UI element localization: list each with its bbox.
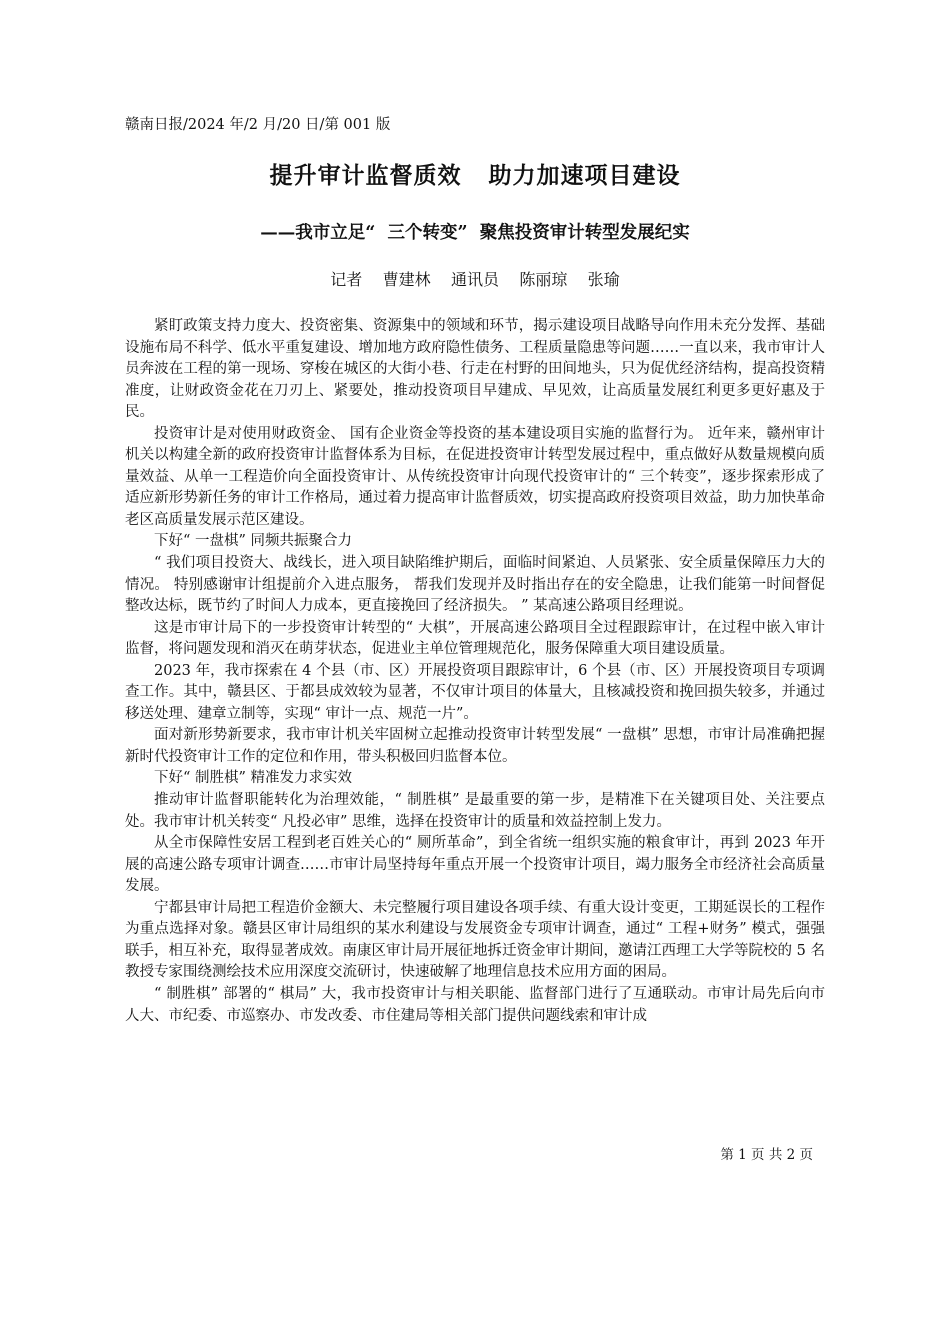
section-heading: 下好“ 制胜棋” 精准发力求实效 <box>154 770 353 787</box>
paragraph: 面对新形势新要求，我市审计机关牢固树立起推动投资审计转型发展“ 一盘棋” 思想，市审计局准确把握新时代投资审计工作的定位和作用，带头积极回归监督本位。 <box>125 727 825 765</box>
paragraph: 投资审计是对使用财政资金、 国有企业资金等投资的基本建设项目实施的监督行为。 近年来，赣州审计机关以构建全新的政府投资审计监督体系为目标，在促进投资审计转型发展过程中，重点做好从数量规模向质量效益、从单一工程造价向全面投资审计、从传统投资审计向现代投资审计的“ 三个转变”，逐步探索形成了适应新形势新任务的审计工作格局，通过着力提高审计监督质效，切实提高政府投资项目效益，助力加快革命老区高质量发展示范区建设。 <box>125 425 825 528</box>
article-subtitle: ——我市立足“ 三个转变” 聚焦投资审计转型发展纪实 <box>260 223 690 243</box>
paragraph: 紧盯政策支持力度大、投资密集、资源集中的领域和环节，揭示建设项目战略导向作用未充分发挥、基础设施布局不科学、低水平重复建设、增加地方政府隐性债务、工程质量隐患等问题……一直以来，我市审计人员奔波在工程的第一现场、穿梭在城区的大街小巷、行走在村野的田间地头，只为促优经济结构，提高投资精准度，让财政资金花在刀刃上、紧要处，推动投资项目早建成、早见效，让高质量发展红利更多更好惠及于民。 <box>125 318 825 421</box>
byline: 记者 曹建林 通讯员 陈丽琼 张瑜 <box>330 270 620 289</box>
section-heading: 下好“ 一盘棋” 同频共振聚合力 <box>154 533 353 550</box>
article-title: 提升审计监督质效 助力加速项目建设 <box>269 162 681 189</box>
paragraph: 宁都县审计局把工程造价金额大、未完整履行项目建设各项手续、有重大设计变更，工期延误长的工程作为重点选择对象。赣县区审计局组织的某水利建设与发展资金专项审计调查，通过“ 工程+财务” 模式，强强联手，相互补充，取得显著成效。南康区审计局开展征地拆迁资金审计期间，邀请江西理工大学等院校的 5 名教授专家围绕测绘技术应用深度交流研讨，快速破解了地理信息技术应用方面的困局。 <box>125 899 825 981</box>
paragraph: 从全市保障性安居工程到老百姓关心的“ 厕所革命”，到全省统一组织实施的粮食审计，再到 2023 年开展的高速公路专项审计调查……市审计局坚持每年重点开展一个投资审计项目，竭力服务全市经济社会高质量发展。 <box>125 835 825 895</box>
paragraph: “ 我们项目投资大、战线长，进入项目缺陷维护期后，面临时间紧迫、人员紧张、安全质量保障压力大的情况。 特别感谢审计组提前介入进点服务， 帮我们发现并及时指出存在的安全隐患，让我们能第一时间督促整改达标，既节约了时间人力成本，更直接挽回了经济损失。 ” 某高速公路项目经理说。 <box>125 555 825 615</box>
paragraph: 这是市审计局下的一步投资审计转型的“ 大棋”，开展高速公路项目全过程跟踪审计，在过程中嵌入审计监督，将问题发现和消灭在萌芽状态，促进业主单位管理规范化，服务保障重大项目建设质量。 <box>125 619 825 658</box>
article-body <box>125 316 825 1027</box>
paragraph: 推动审计监督职能转化为治理效能，“ 制胜棋” 是最重要的第一步，是精准下在关键项目处、关注要点处。我市审计机关转变“ 凡投必审” 思维，选择在投资审计的质量和效益控制上发力。 <box>125 792 825 830</box>
paragraph: 2023 年，我市探索在 4 个县（市、区）开展投资项目跟踪审计，6 个县（市、区）开展投资项目专项调查工作。其中，赣县区、于都县成效较为显著，不仅审计项目的体量大，且核减投资和挽回损失较多，并通过移送处理、建章立制等，实现“ 审计一点、规范一片”。 <box>125 662 825 722</box>
paragraph: “ 制胜棋” 部署的“ 棋局” 大，我市投资审计与相关职能、监督部门进行了互通联动。市审计局先后向市人大、市纪委、市巡察办、市发改委、市住建局等相关部门提供问题线索和审计成 <box>125 985 825 1024</box>
page-number: 第 1 页 共 2 页 <box>720 1147 813 1163</box>
source-line: 赣南日报/2024 年/2 月/20 日/第 001 版 <box>125 117 391 133</box>
